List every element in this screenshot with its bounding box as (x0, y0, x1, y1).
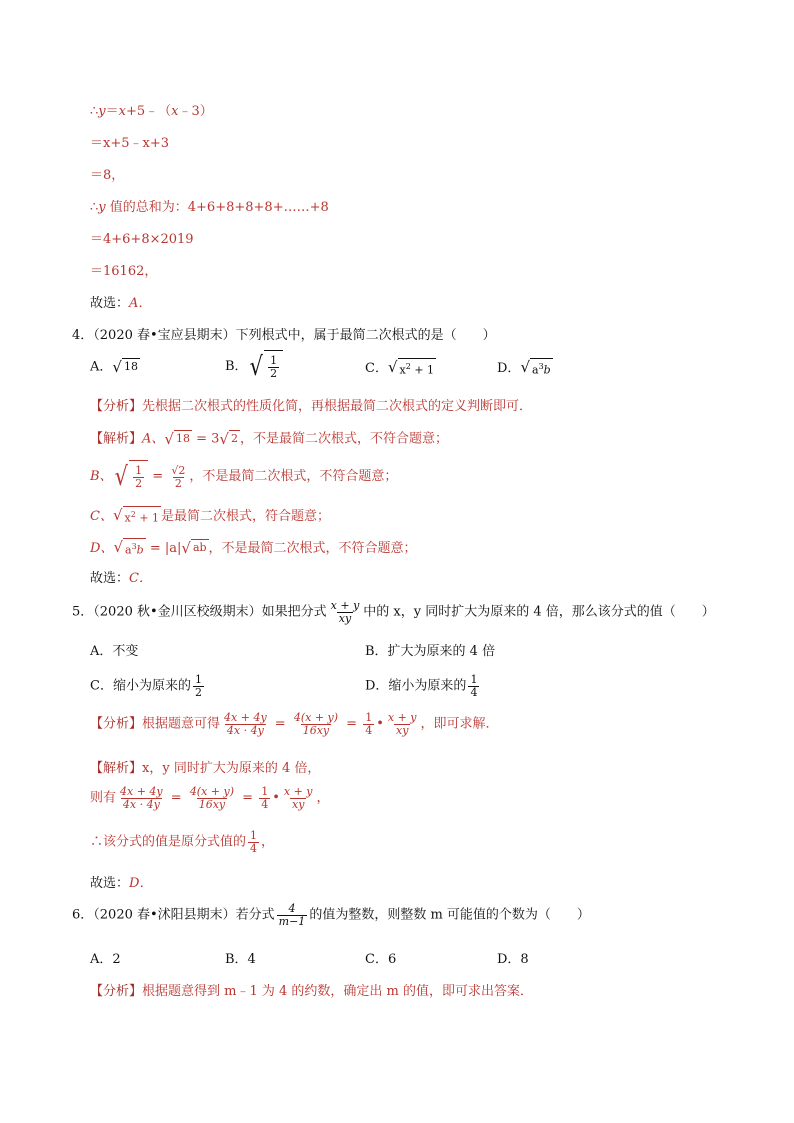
q6-option-b: B．4 (225, 952, 256, 967)
q5-option-a: A．不变 (90, 644, 139, 659)
question-4-stem: 4．（2020 春•宝应县期末）下列根式中，属于最简二次根式的是（ ） (72, 328, 496, 343)
q5-analysis: 【分析】根据题意可得 $\frac{4x + 4y}{4x \cdot 4y}$ = $\frac{4(x + y)}{16xy}$ = $\frac{1}{4}$ • $\frac{x + y}{xy}$ ，即可求解． (90, 711, 499, 737)
q4-option-a: A． √ 18 (90, 358, 138, 376)
q6-analysis: 【分析】根据题意得到 m﹣1 为 4 的约数，确定出 m 的值，即可求出答案． (90, 984, 534, 999)
solution-line: ∴y＝x+5﹣（x﹣3） (90, 104, 213, 119)
question-5-stem: 5．（2020 秋•金川区校级期末）如果把分式 $\frac{x + y}{xy}$ 中的 x，y 同时扩大为原来的 4 倍，那么该分式的值（ ） (72, 599, 715, 625)
q4-option-c: C． √ $x^2 + 1$ (365, 358, 435, 377)
q4-option-b: B． √ $\frac{1}{2}$ (225, 350, 283, 384)
q4-solution-a: 【解析】A、 √ 18 = 3 √ 2 ，不是最简二次根式，不符合题意； (90, 430, 448, 448)
q5-option-d: D．缩小为原来的 $\frac{1}{4}$ (365, 673, 478, 699)
q4-solution-b: B、 √ $\frac{1}{2}$ = $\frac{√2}{2}$ ，不是最简二次根式，不符合题意； (90, 462, 398, 492)
q5-solution-1: 【解析】x，y 同时扩大为原来的 4 倍， (90, 761, 321, 776)
q6-option-d: D．8 (497, 952, 529, 967)
answer-line: 故选：A． (90, 296, 152, 311)
solution-line: ＝8， (90, 168, 125, 183)
q4-solution-d: D、 √ $a^3b$ = |a| √ ab ，不是最简二次根式，不符合题意； (90, 538, 417, 558)
solution-line: ＝x+5﹣x+3 (90, 136, 169, 151)
q6-option-a: A．2 (90, 952, 121, 967)
q5-answer: 故选：D． (90, 876, 153, 891)
solution-line: ＝16162， (90, 264, 158, 279)
q4-solution-c: C、 √ $x^2 + 1$ 是最简二次根式，符合题意； (90, 506, 331, 525)
q6-option-c: C．6 (365, 952, 397, 967)
solution-line: ＝4+6+8×2019 (90, 232, 194, 247)
q4-option-d: D． √ $a^3b$ (497, 358, 551, 377)
q5-solution-3: ∴该分式的值是原分式值的 $\frac{1}{4}$ ， (90, 829, 275, 855)
q4-answer: 故选：C． (90, 571, 152, 586)
question-6-stem: 6．（2020 春•沭阳县期末）若分式 $\frac{4}{m-1}$ 的值为整数，则整数 m 可能值的个数为（ ） (72, 902, 590, 928)
solution-line: ∴y 值的总和为：4+6+8+8+8+……+8 (90, 200, 329, 215)
q5-option-b: B．扩大为原来的 4 倍 (365, 644, 496, 659)
q5-option-c: C．缩小为原来的 $\frac{1}{2}$ (90, 673, 202, 699)
q5-solution-2: 则有 $\frac{4x + 4y}{4x \cdot 4y}$ = $\frac{4(x + y)}{16xy}$ = $\frac{1}{4}$ • $\frac{x + y}{xy}$ ， (90, 785, 330, 811)
q4-analysis: 【分析】先根据二次根式的性质化简，再根据最简二次根式的定义判断即可． (90, 399, 533, 414)
